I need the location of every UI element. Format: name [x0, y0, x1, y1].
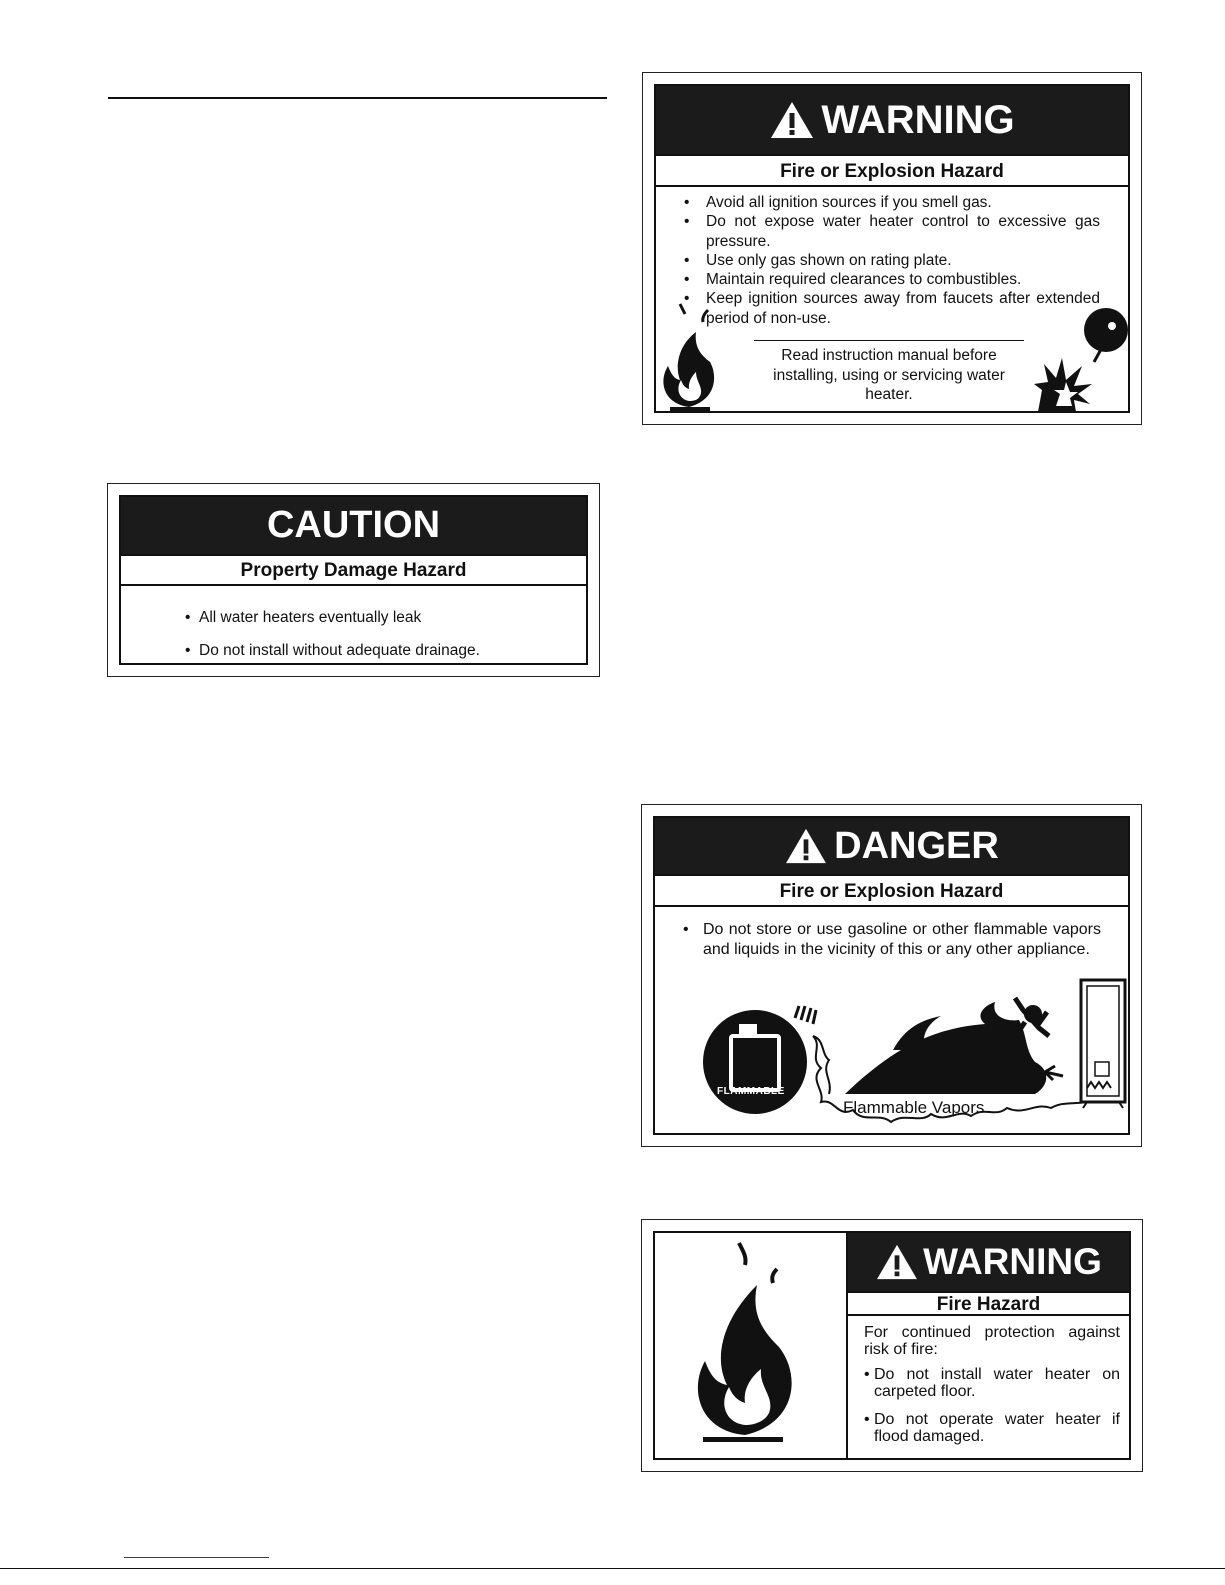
- hazard-title: Property Damage Hazard: [121, 554, 586, 586]
- signal-word: CAUTION: [266, 504, 441, 546]
- warning-fire-explosion-label: [642, 72, 1142, 425]
- explosion-icon: [1034, 300, 1134, 414]
- fire-icon: [658, 300, 720, 414]
- section-heading-rule: [108, 97, 607, 99]
- list-item: • Do not expose water heater control to excessive gas pressure.: [682, 212, 1100, 251]
- warning-bullet-list: [864, 1366, 1120, 1456]
- warning-triangle-icon: [784, 827, 828, 865]
- footer-rule: [0, 1568, 1225, 1569]
- signal-word: DANGER: [834, 824, 999, 867]
- label-header: [121, 497, 586, 554]
- link-underline: [124, 1557, 269, 1558]
- fire-icon: [685, 1239, 805, 1447]
- list-item: • All water heaters eventually leak: [183, 601, 480, 634]
- danger-bullet-list: [681, 920, 1101, 960]
- hazard-title: Fire Hazard: [848, 1291, 1129, 1316]
- hazard-title: Fire or Explosion Hazard: [656, 154, 1128, 187]
- list-item: • Maintain required clearances to combustibles.: [682, 270, 1100, 289]
- label-header: [656, 86, 1128, 154]
- list-item: • Do not install water heater on carpeted floor.: [864, 1366, 1120, 1400]
- list-item: • Do not store or use gasoline or other flammable vapors and liquids in the vicinity of this or any other appliance.: [681, 920, 1101, 960]
- warning-fire-hazard-label: [641, 1219, 1143, 1472]
- manual-note: Read instruction manual before installing, using or servicing water heater.: [773, 347, 1005, 403]
- signal-word: WARNING: [821, 97, 1015, 142]
- caution-bullet-list: [183, 601, 480, 667]
- warning-text-panel: [846, 1233, 1129, 1458]
- list-item: • Do not operate water heater if flood damaged.: [864, 1411, 1120, 1445]
- hazard-title: Fire or Explosion Hazard: [655, 874, 1128, 907]
- intro-text: For continued protection against risk of fire:: [864, 1324, 1120, 1358]
- label-header: [655, 818, 1128, 874]
- list-item: • Use only gas shown on rating plate.: [682, 251, 1100, 270]
- vapors-label: Flammable Vapors: [843, 1098, 985, 1117]
- warning-triangle-icon: [769, 100, 815, 140]
- caution-property-damage-label: [107, 483, 600, 677]
- danger-flammable-vapors-label: [641, 804, 1142, 1147]
- can-label: FLAMMABLE: [717, 1086, 785, 1097]
- label-header: [848, 1233, 1129, 1291]
- signal-word: WARNING: [923, 1241, 1102, 1282]
- warning-triangle-icon: [875, 1243, 919, 1281]
- list-item: • Avoid all ignition sources if you smell gas.: [682, 193, 1100, 212]
- list-item: • Do not install without adequate drainage.: [183, 634, 480, 667]
- list-item: • Keep ignition sources away from faucets after extended period of non-use.: [682, 289, 1100, 328]
- divider: [754, 340, 1024, 341]
